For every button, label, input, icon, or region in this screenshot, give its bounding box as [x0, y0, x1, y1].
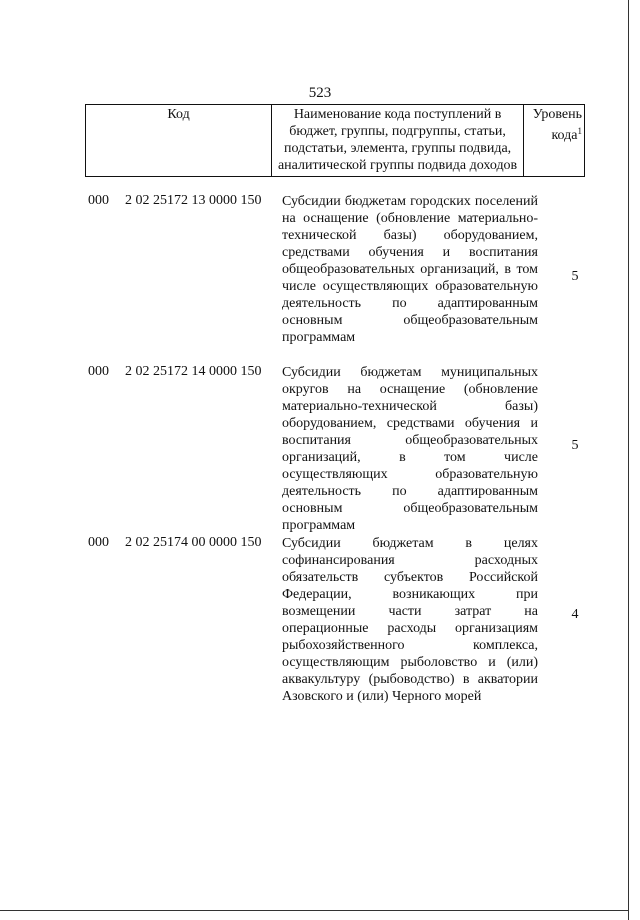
revenue-code: 2 02 25172 13 0000 150	[125, 193, 262, 208]
header-level-footnote: 1	[577, 126, 582, 136]
admin-code: 000	[88, 535, 109, 550]
page-border-bottom	[0, 910, 629, 911]
header-level	[524, 105, 585, 177]
revenue-code: 2 02 25172 14 0000 150	[125, 364, 262, 379]
revenue-name: Субсидии бюджетам в целях софинансирования расходных обязательств субъектов Российской Федерации, возникающих при возмещении части затрат на операционные расходы организациям рыбохозяйственного комплекса, осуществляющим рыболовство и (или) аквакультуру (рыбоводство) в акватории Азовского и (или) Черного морей	[282, 536, 538, 704]
table-header	[85, 104, 585, 177]
header-level-text: Уровень кода	[532, 107, 582, 143]
revenue-name: Субсидии бюджетам городских поселений на оснащение (обновление материально-технической базы) оборудованием, средствами обучения и воспитания общеобразовательных организаций, в том числе осуществляющих образовательную деятельность по адаптированным основным общеобразовательным программам	[282, 194, 538, 345]
revenue-code: 2 02 25174 00 0000 150	[125, 535, 262, 550]
page-border-right	[628, 0, 629, 920]
header-row	[86, 105, 585, 177]
code-level: 4	[571, 607, 579, 622]
revenue-name: Субсидии бюджетам муниципальных округов на оснащение (обновление материально-технической базы) оборудованием, средствами обучения и воспитания общеобразовательных организаций, в том числе осуществляющих образовательную деятельность по адаптированным основным общеобразовательным программам	[282, 365, 538, 533]
code-level: 5	[571, 269, 579, 284]
code-level: 5	[571, 438, 579, 453]
admin-code: 000	[88, 193, 109, 208]
header-name: Наименование кода поступлений в бюджет, группы, подгруппы, статьи, подстатьи, элемента, группы подвида, аналитической группы подвида доходов	[272, 105, 524, 177]
admin-code: 000	[88, 364, 109, 379]
header-code: Код	[86, 105, 272, 177]
page-number: 523	[308, 85, 332, 101]
